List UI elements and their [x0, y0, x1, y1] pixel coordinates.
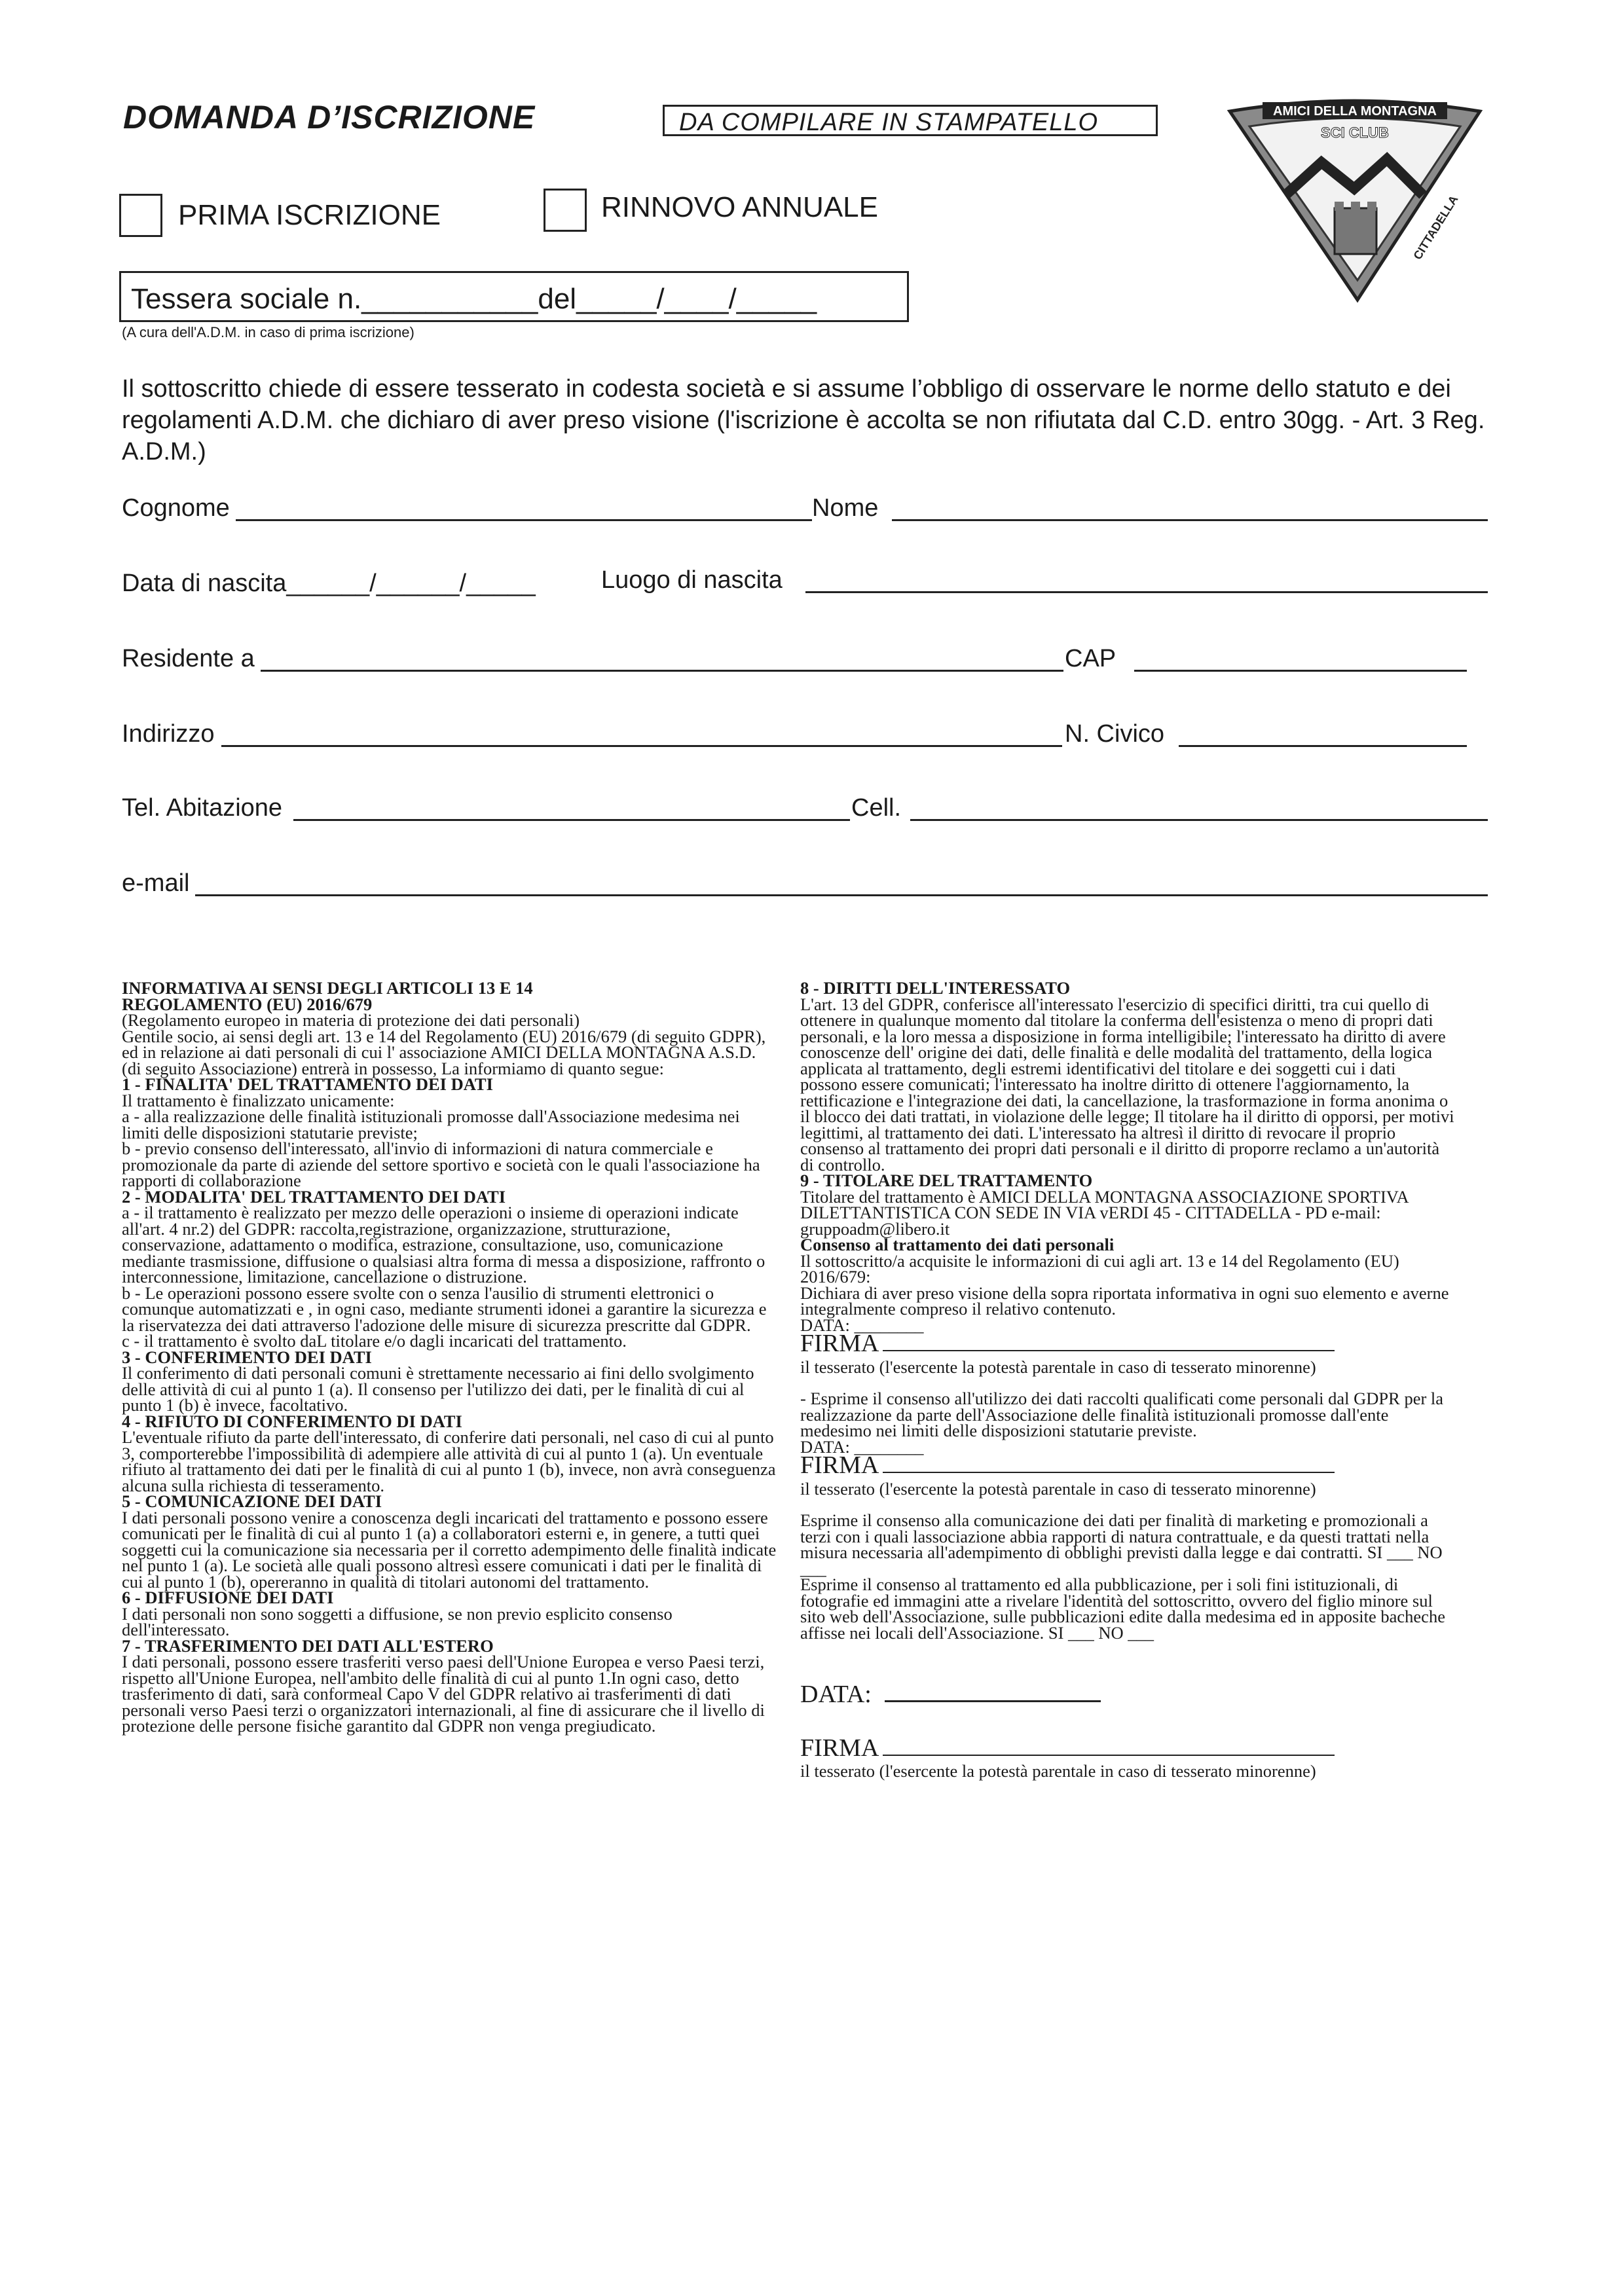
cell-label: Cell.	[851, 794, 902, 822]
civico-field[interactable]	[1179, 745, 1467, 747]
firma-2-field[interactable]	[883, 1472, 1335, 1473]
informativa-p0: (Regolamento europeo in materia di protezione dei dati personali)	[122, 1010, 580, 1030]
luogo-nascita-label: Luogo di nascita	[601, 566, 783, 594]
consenso-3-text: Esprime il consenso alla comunicazione dei dati per finalità di marketing e promozionali a terzi con i quali lassociazione abbia rapporti di natura contrattuale, e da questi trattati nella misura necessaria all'adempimento di obblighi previsti dalla legge e dai contratti. SI ___ NO ___	[800, 1510, 1443, 1578]
intro-text: Il sottoscritto chiede di essere tesserato in codesta società e si assume l’obbligo di osservare le norme dello statuto e dei regolamenti A.D.M. che dichiaro di aver preso visione (l'iscrizione è accolta se non rifiutata dal C.D. entro 30gg. - Art. 3 Reg. A.D.M.)	[122, 375, 1485, 465]
regolamento-heading: REGOLAMENTO (EU) 2016/679	[122, 994, 373, 1014]
informativa-right	[800, 980, 1455, 1779]
data-1-label[interactable]: DATA: ________	[800, 1315, 924, 1335]
tessera-note: (A cura dell'A.D.M. in caso di prima iscrizione)	[122, 324, 415, 340]
firma-3-label: FIRMA	[800, 1734, 879, 1762]
section-9-text: Titolare del trattamento è AMICI DELLA MONTAGNA ASSOCIAZIONE SPORTIVA DILETTANTISTICA CON SEDE IN VIA vERDI 45 - CITTADELLA - PD e-mail: gruppoadm@libero.it	[800, 1186, 1409, 1239]
section-1-a: a - alla realizzazione delle finalità istituzionali promosse dall'Associazione medesima nei limiti delle disposizioni statutarie previste;	[122, 1106, 740, 1142]
nome-field[interactable]	[892, 519, 1488, 521]
section-2-heading: 2 - MODALITA' DEL TRATTAMENTO DEI DATI	[122, 1186, 506, 1207]
data-3-label: DATA:	[800, 1681, 872, 1708]
form-title: DOMANDA D’ISCRIZIONE	[123, 99, 536, 136]
section-8-heading: 8 - DIRITTI DELL'INTERESSATO	[800, 978, 1071, 998]
tesserato-2-note: il tesserato (l'esercente la potestà parentale in caso di tesserato minorenne)	[800, 1478, 1316, 1499]
section-3-text: Il conferimento di dati personali comuni è strettamente necessario ai fini dello svolgimento delle attività di cui al punto 1 (a). Il consenso per l'utilizzo dei dati, per le finalità di cui al punto 1 (b) è invece, facoltativo.	[122, 1363, 754, 1415]
logo-top-text: AMICI DELLA MONTAGNA	[1273, 104, 1437, 118]
section-3-heading: 3 - CONFERIMENTO DEI DATI	[122, 1347, 372, 1367]
firma-3-field[interactable]	[883, 1755, 1335, 1756]
section-2-b: b - Le operazioni possono essere svolte con o senza l'ausilio di strumenti elettronici o comunque automatizzati e , in ogni caso, mediante strumenti idonei a garantire la sicurezza e la riservatezza dei dati attraverso l'adozione delle misure di sicurezza prescritte dal GDPR.	[122, 1283, 767, 1335]
section-6-text: I dati personali non sono soggetti a diffusione, se non previo esplicito consenso dell'interessato.	[122, 1603, 673, 1639]
tesserato-1-note: il tesserato (l'esercente la potestà parentale in caso di tesserato minorenne)	[800, 1357, 1316, 1377]
section-6-heading: 6 - DIFFUSIONE DEI DATI	[122, 1588, 334, 1607]
consenso-heading: Consenso al trattamento dei dati personali	[800, 1235, 1115, 1254]
civico-label: N. Civico	[1065, 720, 1165, 748]
informativa-left	[122, 980, 777, 1734]
informativa-heading: INFORMATIVA AI SENSI DEGLI ARTICOLI 13 E 14	[122, 978, 533, 998]
section-8-text: L'art. 13 del GDPR, conferisce all'interessato l'esercizio di specifici diritti, tra cui quello di ottenere in qualunque momento dal titolare la conferma dell'esistenza o meno di propri dati personali, e la loro messa a disposizione in forma intelligibile; l'interessato ha diritto di avere conoscenze dell' origine dei dati, delle finalità e delle modalità del trattamento, della logica applicata al trattamento, degli estremi identificativi del titolare e dei soggetti cui i dati possono essere comunicati; l'interessato ha inoltre diritto di ottenere l'aggiornamento, la rettificazione e l'integrazione dei dati, la cancellazione, la trasformazione in forma anonima o il blocco dei dati trattati, in violazione delle legge; Il titolare ha il diritto di opporsi, per motivi legittimi, al trattamento dei dati. L'interessato ha altresì il diritto di revocare il proprio consenso al trattamento dei propri dati personali e il diritto di proporre reclamo a un'autorità di controllo.	[800, 994, 1454, 1175]
cell-field[interactable]	[910, 819, 1488, 821]
residente-field[interactable]	[261, 670, 1063, 672]
data-3-field[interactable]	[885, 1700, 1101, 1702]
section-5-heading: 5 - COMUNICAZIONE DEI DATI	[122, 1491, 382, 1511]
luogo-nascita-field[interactable]	[805, 591, 1488, 593]
section-9-heading: 9 - TITOLARE DEL TRATTAMENTO	[800, 1171, 1093, 1190]
section-1-heading: 1 - FINALITA' DEL TRATTAMENTO DEI DATI	[122, 1074, 493, 1094]
section-2-a: a - il trattamento è realizzato per mezzo delle operazioni o insieme di operazioni indicate all'art. 4 nr.2) del GDPR: raccolta,registrazione, organizzazione, strutturazione, conservazione, adattamento o modifica, estrazione, consultazione, uso, comunicazione mediante trasmissione, diffusione o qualsiasi altra forma di messa a disposizione, raffronto o interconnessione, limitazione, cancellazione o distruzione.	[122, 1203, 766, 1286]
cognome-field[interactable]	[236, 519, 812, 521]
stamp-note: DA COMPILARE IN STAMPATELLO	[663, 105, 1158, 136]
prima-iscrizione-label: PRIMA ISCRIZIONE	[178, 199, 441, 231]
adm-logo	[1223, 97, 1486, 306]
consenso-4-text: Esprime il consenso al trattamento ed alla pubblicazione, per i soli fini istituzionali, di fotografie ed immagini atte a rivelare l'identità del sottoscritto, ovvero del figlio minore sul sito web dell'Associazione, sulle pubblicazioni edite dalla medesima ed in apposite bacheche affisse nei locali dell'Associazione. SI ___ NO ___	[800, 1575, 1445, 1643]
cap-field[interactable]	[1134, 670, 1467, 672]
consenso-text-a: Il sottoscritto/a acquisite le informazioni di cui agli art. 13 e 14 del Regolamento (EU) 2016/679:	[800, 1250, 1399, 1286]
prima-iscrizione-checkbox[interactable]	[119, 194, 162, 237]
section-4-heading: 4 - RIFIUTO DI CONFERIMENTO DI DATI	[122, 1411, 462, 1431]
consenso-text-b: Dichiara di aver preso visione della sopra riportata informativa in ogni suo elemento e averne integralmente compreso il relativo contenuto.	[800, 1283, 1449, 1319]
logo-side-text: CITTADELLA	[1411, 192, 1461, 263]
informativa-p1: Gentile socio, ai sensi degli art. 13 e 14 del Regolamento (EU) 2016/679 (di seguito GDPR), ed in relazione ai dati personali di cui l' associazione AMICI DELLA MONTAGNA A.S.D. (di seguito Associazione) entrerà in possesso, La informiamo di quanto segue:	[122, 1026, 766, 1078]
rinnovo-annuale-label: RINNOVO ANNUALE	[601, 191, 878, 223]
section-1-b: b - previo consenso dell'interessato, all'invio di informazioni di natura commerciale e promozionale da parte di aziende del settore sportivo e società con le quali l'associazione ha rapporti di collaborazione	[122, 1139, 760, 1190]
section-7-text: I dati personali, possono essere trasferiti verso paesi dell'Unione Europea e verso Paesi terzi, rispetto all'Unione Europea, nell'ambito delle finalità di cui al punto 1.In ogni caso, detto trasferimento di dati, sarà conformeal Capo V del GDPR relativo ai trasferimenti di dati personali verso Paesi terzi o organizzatori internazionali, al fine di assicurare che il livello di protezione delle persone fisiche garantito dal GDPR non venga pregiudicato.	[122, 1652, 765, 1736]
section-2-c: c - il trattamento è svolto daL titolare e/o dagli incaricati del trattamento.	[122, 1331, 627, 1351]
nome-label: Nome	[812, 494, 879, 522]
logo-sub-text: SCI CLUB	[1321, 124, 1389, 141]
consenso-2-text: - Esprime il consenso all'utilizzo dei dati raccolti qualificati come personali dal GDPR per la realizzazione da parte dell'Associazione delle finalità istituzionali promosse dall'ente medesimo nei limiti delle disposizioni statutarie previste.	[800, 1389, 1444, 1440]
tel-field[interactable]	[293, 819, 850, 821]
firma-2-label: FIRMA	[800, 1451, 879, 1479]
email-field[interactable]	[195, 894, 1488, 896]
cap-label: CAP	[1065, 645, 1116, 672]
residente-label: Residente a	[122, 645, 255, 672]
section-7-heading: 7 - TRASFERIMENTO DEI DATI ALL'ESTERO	[122, 1635, 494, 1656]
indirizzo-field[interactable]	[221, 745, 1062, 747]
data-nascita-label: Data di nascita______/______/_____	[122, 570, 536, 597]
data-2-label[interactable]: DATA: ________	[800, 1436, 924, 1457]
firma-1-field[interactable]	[883, 1350, 1335, 1351]
rinnovo-annuale-checkbox[interactable]	[544, 189, 587, 232]
tessera-label: Tessera sociale n.___________del_____/____/_____	[131, 283, 817, 315]
section-5-text: I dati personali possono venire a conoscenza degli incaricati del trattamento e possono essere comunicati per le finalità di cui al punto 1 (a) a collaboratori esterni e, in genere, a tutti quei soggetti cui la comunicazione sia necessaria per il corretto adempimento delle finalità indicate nel punto 1 (a). Le società alle quali possono altresì essere comunicati i dati per le finalità di cui al punto 1 (b), opereranno in qualità di titolari autonomi del trattamento.	[122, 1507, 777, 1592]
cognome-label: Cognome	[122, 494, 230, 522]
section-1-text: Il trattamento è finalizzato unicamente:	[122, 1090, 395, 1110]
indirizzo-label: Indirizzo	[122, 720, 215, 748]
email-label: e-mail	[122, 869, 190, 897]
firma-1-label: FIRMA	[800, 1330, 879, 1357]
tesserato-3-note: il tesserato (l'esercente la potestà parentale in caso di tesserato minorenne)	[800, 1761, 1316, 1781]
tel-label: Tel. Abitazione	[122, 794, 283, 822]
section-4-text: L'eventuale rifiuto da parte dell'interessato, di conferire dati personali, nel caso di cui al punto 3, comporterebbe l'impossibilità di adempiere alle attività di cui al punto 1 (a). Un eventuale rifiuto al trattamento dei dati per le finalità di cui al punto 1 (b), invece, non avrà conseguenza alcuna sulla richiesta di tesseramento.	[122, 1427, 776, 1495]
